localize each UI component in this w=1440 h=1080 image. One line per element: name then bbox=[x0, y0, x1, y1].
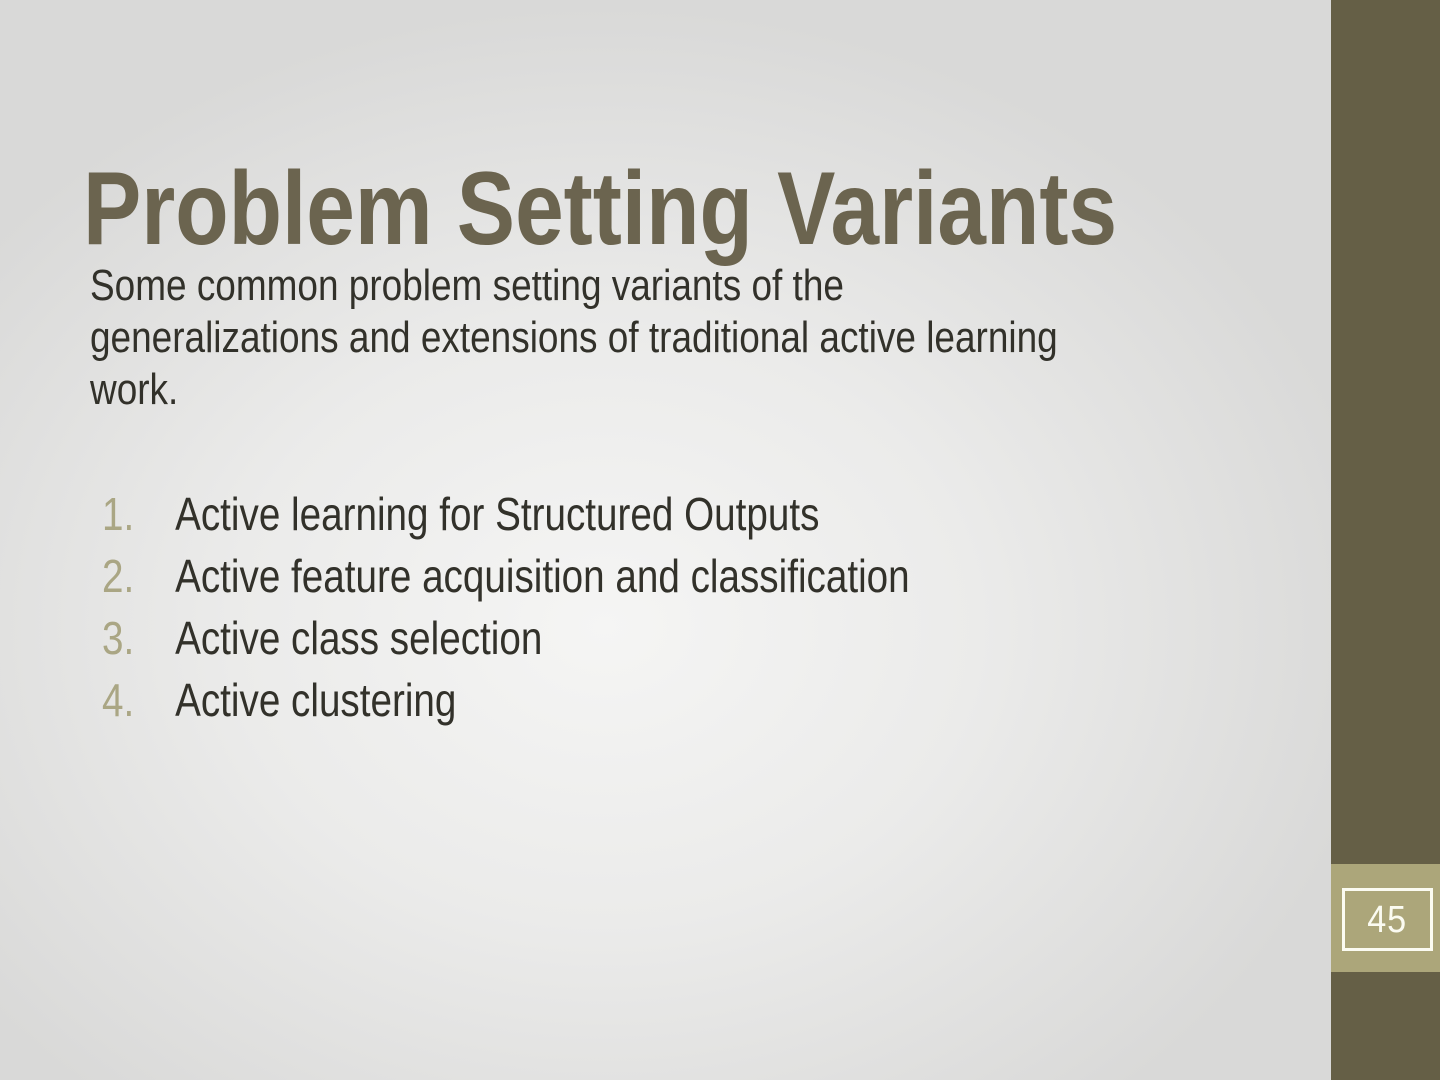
intro-line: Some common problem setting variants of the bbox=[90, 261, 844, 310]
list-item bbox=[102, 545, 910, 607]
intro-line: generalizations and extensions of traditional active learning bbox=[90, 313, 1058, 362]
list-item-text: Active class selection bbox=[175, 612, 543, 664]
list-item-number: 2. bbox=[102, 550, 135, 602]
slide-title: Problem Setting Variants bbox=[83, 150, 1118, 267]
page-number: 45 bbox=[1367, 898, 1408, 941]
list-item bbox=[102, 607, 910, 669]
list-item-number: 4. bbox=[102, 674, 135, 726]
list-item-text: Active clustering bbox=[175, 674, 457, 726]
list-item bbox=[102, 483, 910, 545]
list-item-number: 1. bbox=[102, 488, 135, 540]
list-item-text: Active learning for Structured Outputs bbox=[175, 488, 820, 540]
list-item bbox=[102, 669, 910, 731]
list-item-number: 3. bbox=[102, 612, 135, 664]
sidebar bbox=[1331, 0, 1440, 1080]
numbered-list bbox=[102, 483, 910, 731]
list-item-text: Active feature acquisition and classification bbox=[175, 550, 910, 602]
page-number-strip bbox=[1331, 864, 1440, 972]
intro-line: work. bbox=[90, 365, 179, 414]
intro-paragraph bbox=[90, 260, 1058, 416]
page-number-badge bbox=[1342, 888, 1433, 951]
